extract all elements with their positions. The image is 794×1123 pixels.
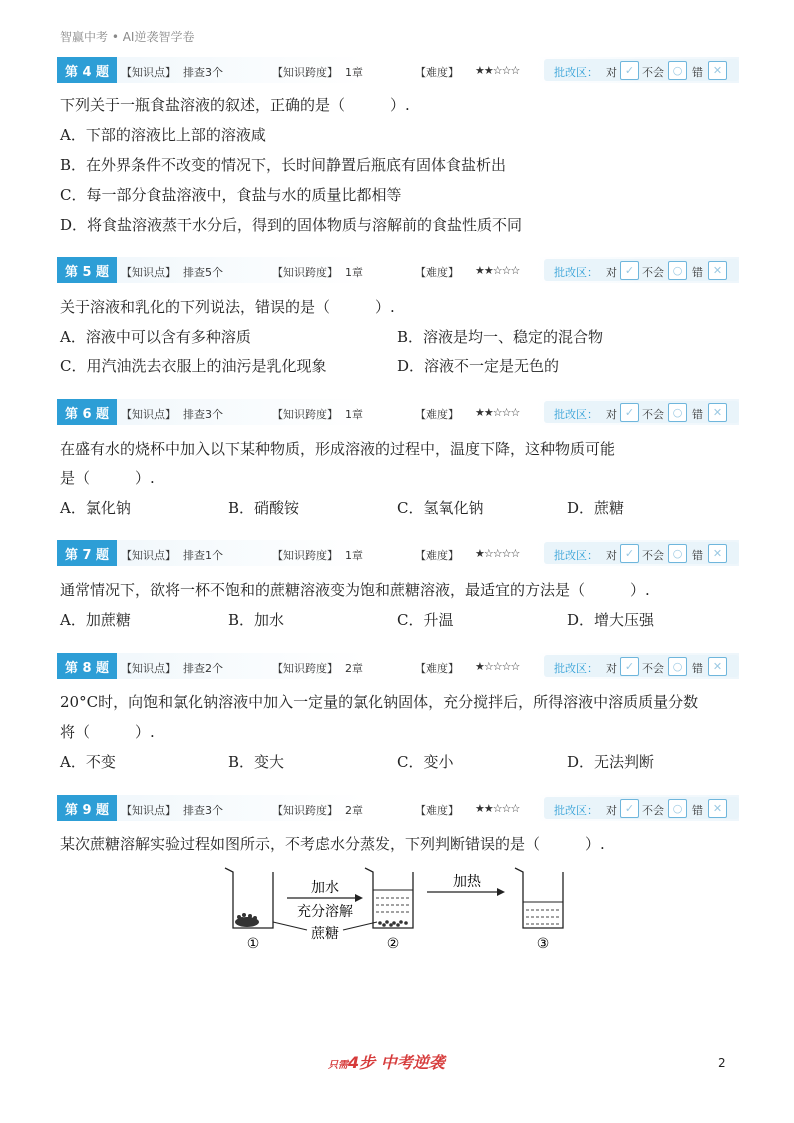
point-label: 【知识点】 [121, 549, 176, 562]
span-label: 【知识跨度】 [272, 408, 338, 421]
point-value: 排查3个 [183, 408, 223, 421]
beaker-1 [225, 868, 273, 928]
beaker-1-label: ① [246, 936, 260, 952]
question-meta-bar [57, 399, 739, 425]
unknown-label: 不会 [642, 266, 664, 279]
point-label: 【知识点】 [121, 66, 176, 79]
unknown-label: 不会 [642, 804, 664, 817]
unknown-label: 不会 [642, 549, 664, 562]
unknown-checkbox[interactable]: ○ [668, 799, 687, 818]
point-label: 【知识点】 [121, 408, 176, 421]
option-a[interactable]: A．溶液中可以含有多种溶质 [60, 328, 251, 346]
point-value: 排查3个 [183, 804, 223, 817]
point-label: 【知识点】 [121, 662, 176, 675]
difficulty-label: 【难度】 [415, 408, 459, 421]
option-b[interactable]: B．溶液是均一、稳定的混合物 [397, 328, 604, 346]
option-d[interactable]: D．溶液不一定是无色的 [397, 357, 560, 375]
correct-label: 对 [606, 66, 617, 79]
point-value: 排查5个 [183, 266, 223, 279]
span-value: 1章 [345, 408, 363, 421]
unknown-label: 不会 [642, 662, 664, 675]
arrow1-top-label: 加水 [311, 880, 339, 896]
wrong-checkbox[interactable]: ✕ [708, 657, 727, 676]
option-c[interactable]: C．每一部分食盐溶液中，食盐与水的质量比都相等 [60, 186, 402, 204]
review-label: 批改区： [554, 662, 598, 675]
option-a[interactable]: A．氯化钠 [60, 499, 131, 517]
span-value: 2章 [345, 662, 363, 675]
point-label: 【知识点】 [121, 804, 176, 817]
beaker-3-label: ③ [536, 936, 550, 952]
difficulty-stars: ★☆☆☆☆ [475, 547, 520, 560]
question-number: 第 9 题 [57, 795, 117, 821]
question-number: 第 5 题 [57, 257, 117, 283]
span-label: 【知识跨度】 [272, 266, 338, 279]
review-area [544, 401, 739, 423]
question-number: 第 7 题 [57, 540, 117, 566]
span-label: 【知识跨度】 [272, 662, 338, 675]
option-a[interactable]: A．下部的溶液比上部的溶液咸 [60, 126, 266, 144]
question-number: 第 8 题 [57, 653, 117, 679]
wrong-label: 错 [692, 266, 703, 279]
option-d[interactable]: D．无法判断 [567, 753, 655, 771]
difficulty-label: 【难度】 [415, 66, 459, 79]
review-area [544, 797, 739, 819]
question-stem: 关于溶液和乳化的下列说法，错误的是（ ）. [60, 298, 395, 316]
review-label: 批改区： [554, 804, 598, 817]
option-b[interactable]: B．在外界条件不改变的情况下，长时间静置后瓶底有固体食盐析出 [60, 156, 507, 174]
option-a[interactable]: A．加蔗糖 [60, 611, 131, 629]
span-value: 1章 [345, 549, 363, 562]
unknown-checkbox[interactable]: ○ [668, 61, 687, 80]
option-c[interactable]: C．变小 [397, 753, 454, 771]
correct-label: 对 [606, 408, 617, 421]
footer-logo-main: 4步 中考逆袭 [348, 1053, 445, 1072]
span-value: 2章 [345, 804, 363, 817]
wrong-label: 错 [692, 549, 703, 562]
option-a[interactable]: A．不变 [60, 753, 116, 771]
wrong-checkbox[interactable]: ✕ [708, 61, 727, 80]
review-label: 批改区： [554, 549, 598, 562]
question-number: 第 4 题 [57, 57, 117, 83]
arrow1-bottom-label: 充分溶解 [297, 904, 353, 920]
dissolution-experiment-figure [215, 862, 575, 957]
point-value: 排查3个 [183, 66, 223, 79]
point-value: 排查1个 [183, 549, 223, 562]
correct-checkbox[interactable]: ✓ [620, 261, 639, 280]
arrow2-top-label: 加热 [453, 874, 481, 890]
correct-label: 对 [606, 804, 617, 817]
question-stem: 通常情况下，欲将一杯不饱和的蔗糖溶液变为饱和蔗糖溶液，最适宜的方法是（ ）. [60, 581, 650, 599]
correct-checkbox[interactable]: ✓ [620, 403, 639, 422]
question-meta-bar [57, 795, 739, 821]
unknown-label: 不会 [642, 408, 664, 421]
difficulty-stars: ★☆☆☆☆ [475, 660, 520, 673]
difficulty-label: 【难度】 [415, 662, 459, 675]
wrong-label: 错 [692, 66, 703, 79]
wrong-checkbox[interactable]: ✕ [708, 403, 727, 422]
question-stem: 某次蔗糖溶解实验过程如图所示，不考虑水分蒸发，下列判断错误的是（ ）. [60, 835, 605, 853]
question-meta-bar [57, 257, 739, 283]
difficulty-label: 【难度】 [415, 804, 459, 817]
span-label: 【知识跨度】 [272, 66, 338, 79]
point-label: 【知识点】 [121, 266, 176, 279]
beaker-2 [365, 868, 413, 928]
review-area [544, 655, 739, 677]
beaker-2-label: ② [386, 936, 400, 952]
option-d[interactable]: D．蔗糖 [567, 499, 625, 517]
span-label: 【知识跨度】 [272, 804, 338, 817]
review-area [544, 259, 739, 281]
wrong-checkbox[interactable]: ✕ [708, 544, 727, 563]
review-area [544, 59, 739, 81]
unknown-checkbox[interactable]: ○ [668, 544, 687, 563]
option-d[interactable]: D．将食盐溶液蒸干水分后，得到的固体物质与溶解前的食盐性质不同 [60, 216, 523, 234]
wrong-checkbox[interactable]: ✕ [708, 261, 727, 280]
review-area [544, 542, 739, 564]
difficulty-stars: ★★☆☆☆ [475, 64, 520, 77]
option-b[interactable]: B．加水 [228, 611, 285, 629]
beaker-3 [515, 868, 563, 928]
sugar-label: 蔗糖 [311, 926, 339, 942]
difficulty-stars: ★★☆☆☆ [475, 264, 520, 277]
question-stem: 在盛有水的烧杯中加入以下某种物质，形成溶液的过程中，温度下降，这种物质可能 [60, 440, 616, 458]
question-stem: 下列关于一瓶食盐溶液的叙述，正确的是（ ）. [60, 96, 410, 114]
option-c[interactable]: C．升温 [397, 611, 454, 629]
unknown-checkbox[interactable]: ○ [668, 261, 687, 280]
footer-logo [328, 1050, 445, 1073]
question-meta-bar [57, 653, 739, 679]
difficulty-stars: ★★☆☆☆ [475, 802, 520, 815]
difficulty-label: 【难度】 [415, 266, 459, 279]
correct-label: 对 [606, 662, 617, 675]
footer-logo-small: 只需 [328, 1060, 348, 1071]
span-label: 【知识跨度】 [272, 549, 338, 562]
difficulty-label: 【难度】 [415, 549, 459, 562]
wrong-checkbox[interactable]: ✕ [708, 799, 727, 818]
question-meta-bar [57, 540, 739, 566]
correct-checkbox[interactable]: ✓ [620, 61, 639, 80]
correct-checkbox[interactable]: ✓ [620, 657, 639, 676]
question-number: 第 6 题 [57, 399, 117, 425]
option-c[interactable]: C．用汽油洗去衣服上的油污是乳化现象 [60, 357, 327, 375]
review-label: 批改区： [554, 408, 598, 421]
point-value: 排查2个 [183, 662, 223, 675]
question-stem: 20°C时，向饱和氯化钠溶液中加入一定量的氯化钠固体，充分搅拌后，所得溶液中溶质质量分数 [60, 693, 699, 711]
brand-header: 智赢中考 • AI逆袭智学卷 [60, 30, 195, 44]
unknown-label: 不会 [642, 66, 664, 79]
option-b[interactable]: B．变大 [228, 753, 285, 771]
span-value: 1章 [345, 66, 363, 79]
unknown-checkbox[interactable]: ○ [668, 657, 687, 676]
review-label: 批改区： [554, 266, 598, 279]
question-stem-cont: 将（ ）. [60, 723, 155, 741]
span-value: 1章 [345, 266, 363, 279]
wrong-label: 错 [692, 662, 703, 675]
unknown-checkbox[interactable]: ○ [668, 403, 687, 422]
correct-label: 对 [606, 549, 617, 562]
option-b[interactable]: B．硝酸铵 [228, 499, 300, 517]
page-number: 2 [718, 1056, 726, 1070]
wrong-label: 错 [692, 804, 703, 817]
question-meta-bar [57, 57, 739, 83]
correct-checkbox[interactable]: ✓ [620, 799, 639, 818]
option-c[interactable]: C．氢氧化钠 [397, 499, 484, 517]
wrong-label: 错 [692, 408, 703, 421]
difficulty-stars: ★★☆☆☆ [475, 406, 520, 419]
review-label: 批改区： [554, 66, 598, 79]
correct-label: 对 [606, 266, 617, 279]
correct-checkbox[interactable]: ✓ [620, 544, 639, 563]
option-d[interactable]: D．增大压强 [567, 611, 655, 629]
question-stem-cont: 是（ ）. [60, 469, 155, 487]
